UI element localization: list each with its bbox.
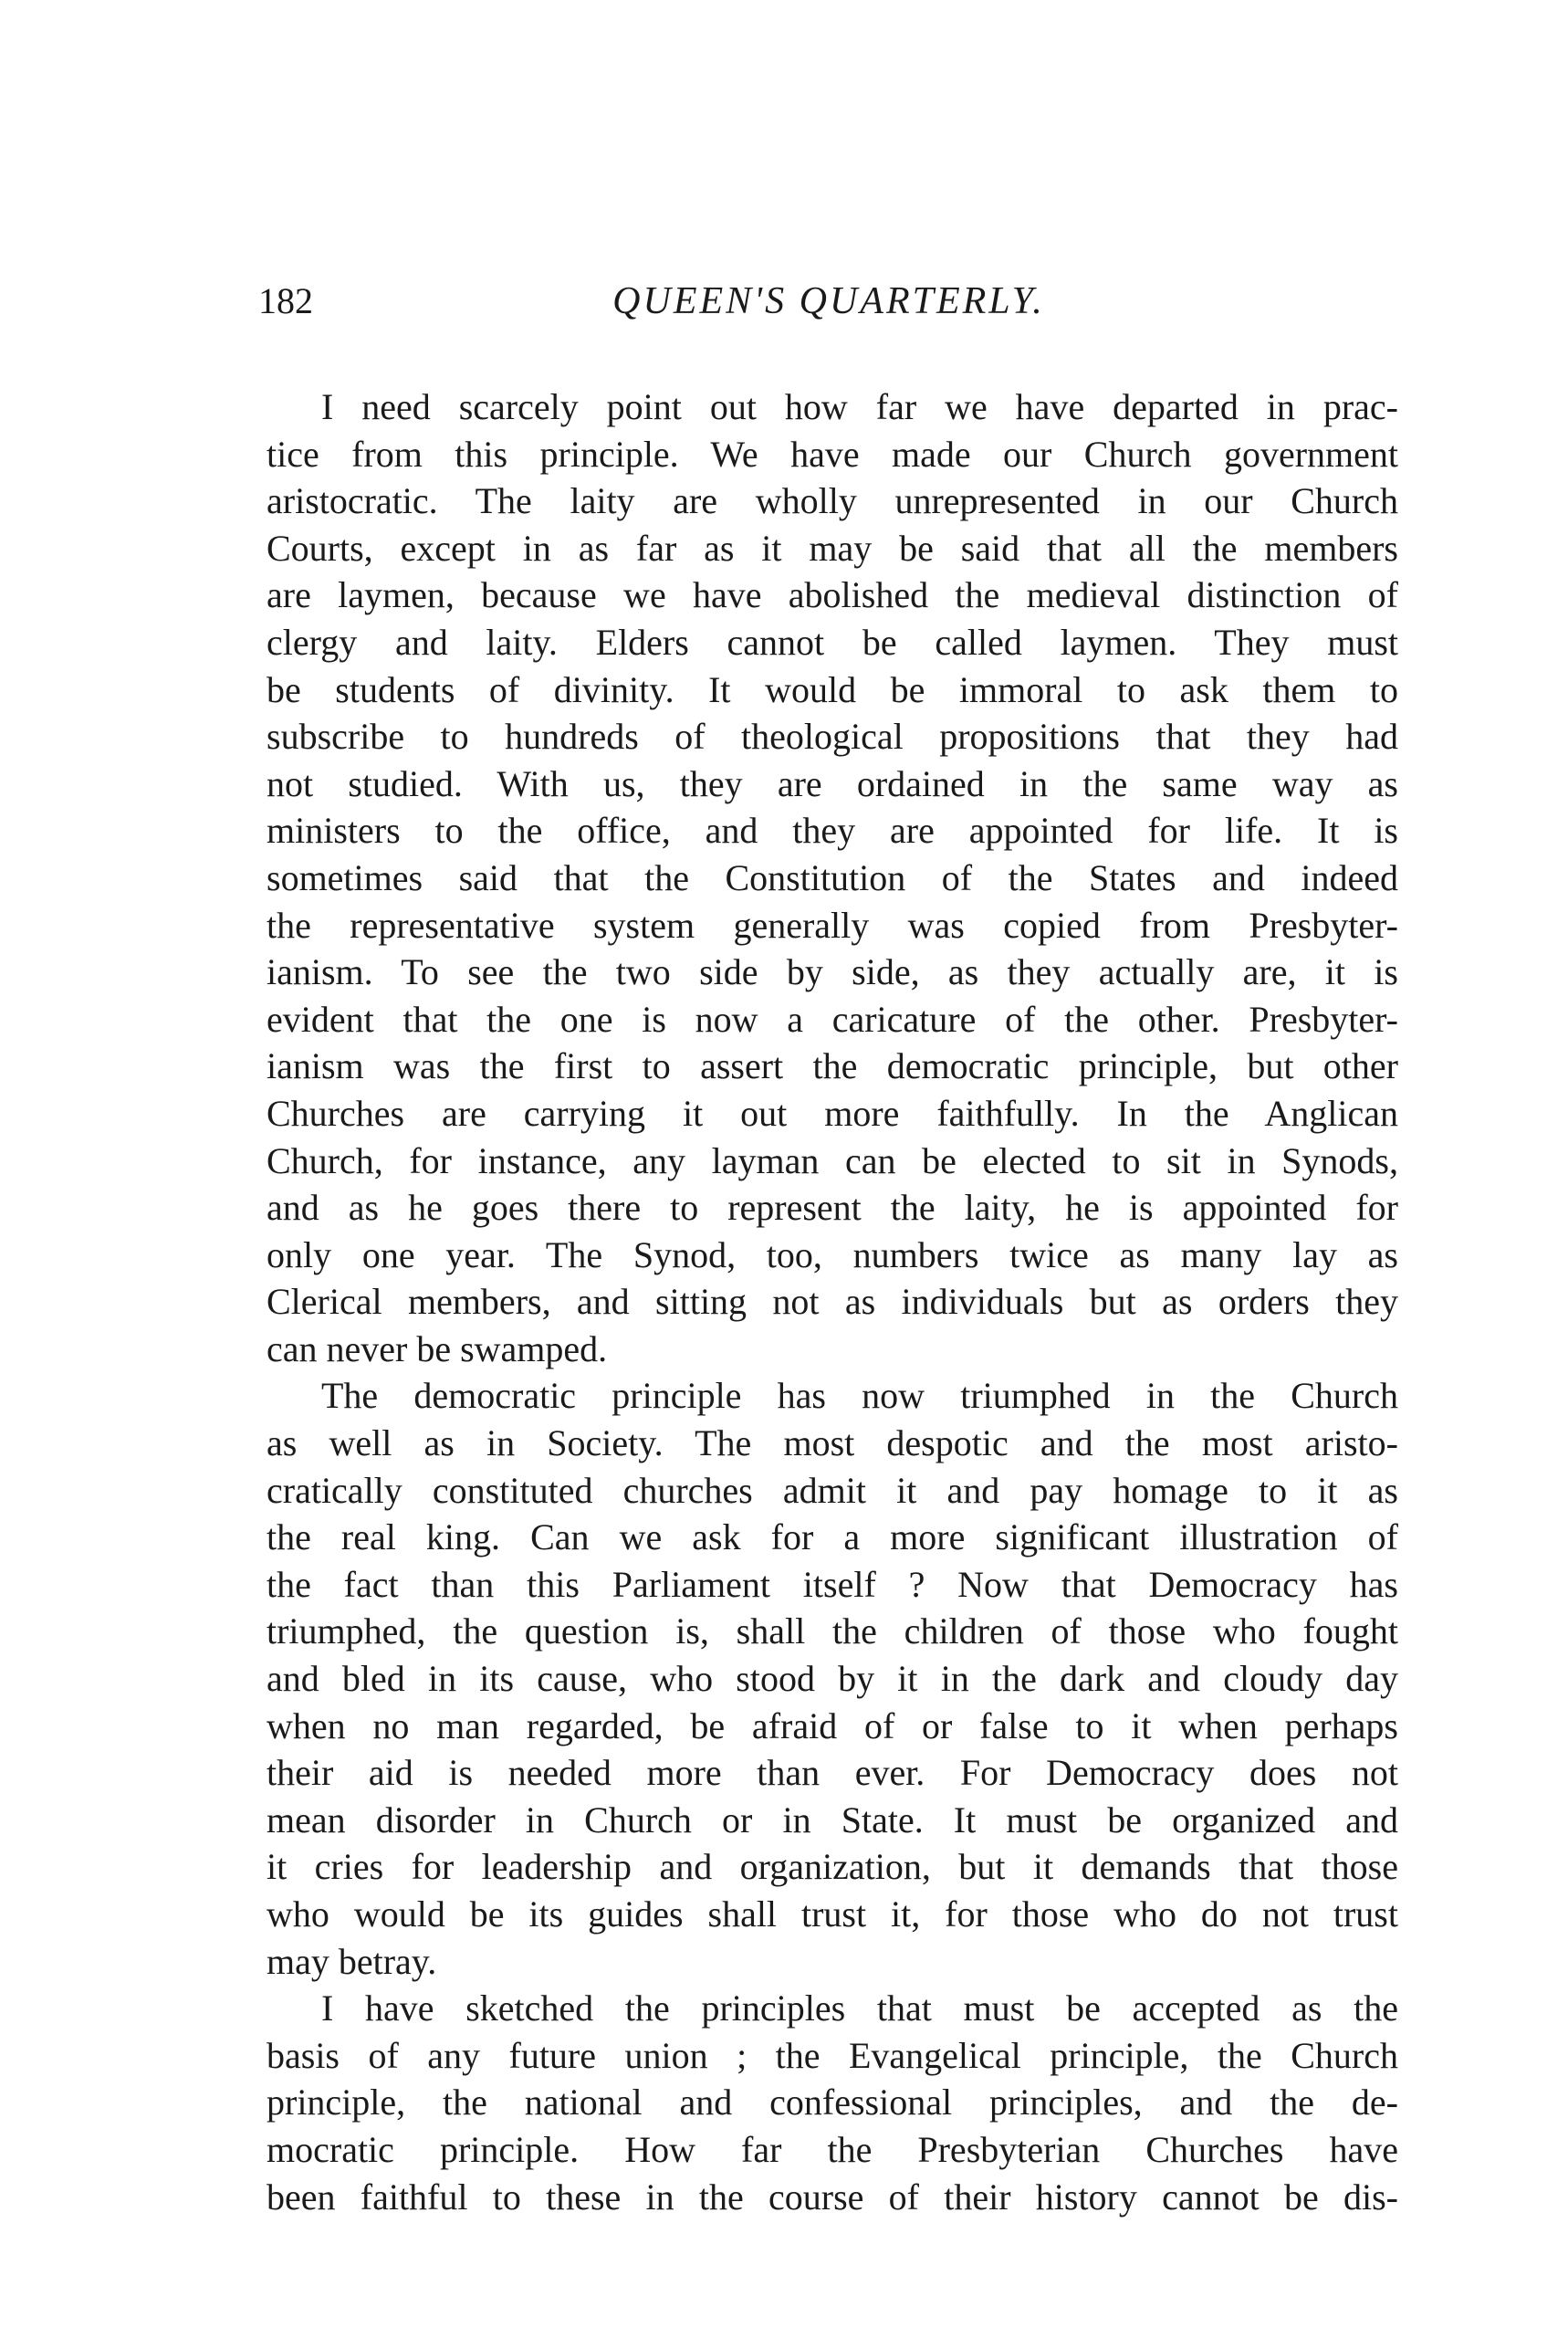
journal-title: QUEEN'S QUARTERLY.	[612, 280, 1045, 322]
text-line: evident that the one is now a caricature of the other. Presbyter-	[267, 998, 1398, 1040]
text-line: I have sketched the principles that must be accepted as the	[321, 1987, 1398, 2029]
text-line: tice from this principle. We have made our Church government	[267, 433, 1398, 475]
page-number: 182	[258, 280, 313, 321]
text-line: may betray.	[267, 1940, 437, 1982]
text-line: ministers to the office, and they are appointed for life. It is	[267, 810, 1398, 852]
text-line: ianism was the first to assert the democratic principle, but other	[267, 1045, 1398, 1087]
paragraph-3	[267, 1985, 1398, 2220]
text-line: been faithful to these in the course of their history cannot be dis-	[267, 2176, 1398, 2218]
text-line: triumphed, the question is, shall the children of those who fought	[267, 1610, 1398, 1652]
text-line: the representative system generally was copied from Presbyter-	[267, 904, 1398, 946]
text-line: it cries for leadership and organization, but it demands that those	[267, 1846, 1398, 1888]
running-head	[258, 274, 1399, 329]
text-line: only one year. The Synod, too, numbers twice as many lay as	[267, 1233, 1398, 1275]
text-line: the fact than this Parliament itself ? Now that Democracy has	[267, 1563, 1398, 1605]
text-line: not studied. With us, they are ordained in the same way as	[267, 762, 1398, 804]
body-text	[267, 383, 1398, 2220]
text-line: their aid is needed more than ever. For Democracy does not	[267, 1752, 1398, 1794]
text-line: Churches are carrying it out more faithfully. In the Anglican	[267, 1092, 1398, 1134]
text-line: Courts, except in as far as it may be said that all the members	[267, 527, 1398, 569]
text-line: as well as in Society. The most despotic and the most aristo-	[267, 1422, 1398, 1464]
text-line: Clerical members, and sitting not as individuals but as orders they	[267, 1281, 1398, 1323]
text-line: the real king. Can we ask for a more significant illustration of	[267, 1516, 1398, 1558]
text-line: and bled in its cause, who stood by it in the dark and cloudy day	[267, 1658, 1398, 1700]
text-line: can never be swamped.	[267, 1327, 608, 1369]
text-line: are laymen, because we have abolished the medieval distinction of	[267, 574, 1398, 616]
text-line: principle, the national and confessional principles, and the de-	[267, 2082, 1398, 2124]
text-line: and as he goes there to represent the laity, he is appointed for	[267, 1187, 1398, 1229]
text-line: sometimes said that the Constitution of the States and indeed	[267, 856, 1398, 898]
text-line: who would be its guides shall trust it, for those who do not trust	[267, 1893, 1398, 1935]
text-line: Church, for instance, any layman can be elected to sit in Synods,	[267, 1139, 1398, 1181]
text-line: The democratic principle has now triumphed in the Church	[321, 1375, 1398, 1417]
text-line: when no man regarded, be afraid of or false to it when perhaps	[267, 1704, 1398, 1746]
paragraph-2	[267, 1372, 1398, 1985]
text-line: I need scarcely point out how far we have departed in prac-	[321, 386, 1398, 427]
text-line: mocratic principle. How far the Presbyterian Churches have	[267, 2128, 1398, 2170]
text-line: clergy and laity. Elders cannot be called laymen. They must	[267, 621, 1398, 663]
text-line: ianism. To see the two side by side, as they actually are, it is	[267, 951, 1398, 993]
text-line: cratically constituted churches admit it and pay homage to it as	[267, 1469, 1398, 1511]
text-line: subscribe to hundreds of theological propositions that they had	[267, 716, 1398, 758]
text-line: basis of any future union ; the Evangelical principle, the Church	[267, 2034, 1398, 2076]
text-line: mean disorder in Church or in State. It must be organized and	[267, 1798, 1398, 1840]
paragraph-1	[267, 383, 1398, 1372]
text-line: be students of divinity. It would be immoral to ask them to	[267, 668, 1398, 710]
text-line: aristocratic. The laity are wholly unrepresented in our Church	[267, 480, 1398, 522]
